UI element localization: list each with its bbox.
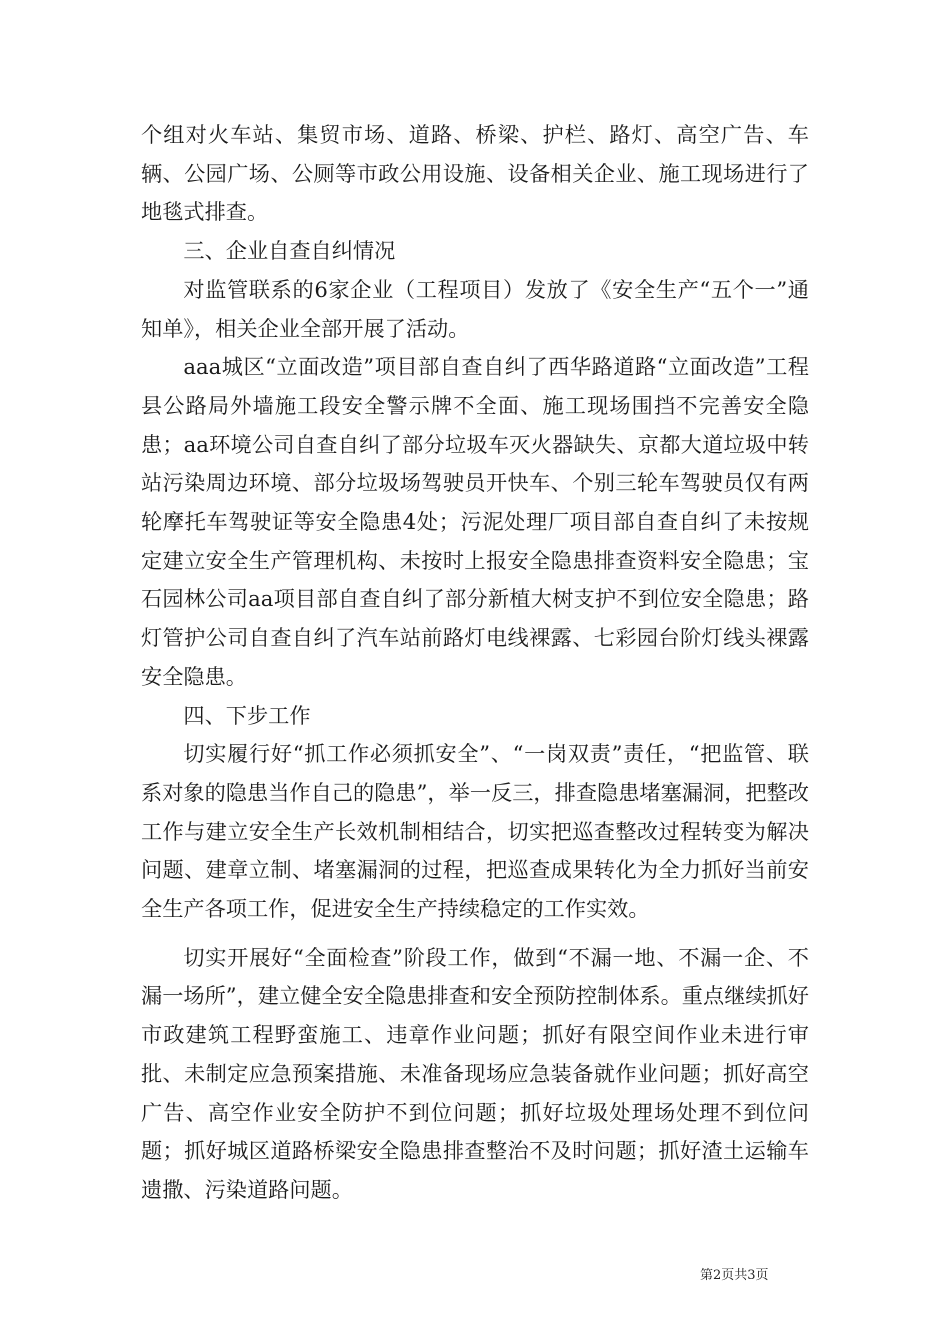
section-heading-next-steps: 四、下步工作 bbox=[183, 702, 311, 728]
paragraph-comprehensive-inspection: 切实开展好“全面检查”阶段工作，做到“不漏一地、不漏一企、不漏一场所”，建立健全安全隐患排查和安全预防控制体系。重点继续抓好市政建筑工程野蛮施工、违章作业问题；抓好有限空间作业未进行审批、未制定应急预案措施、未准备现场应急装备就作业问题；抓好高空广告、高空作业安全防护不到位问题；抓好垃圾处理场处理不到位问题；抓好城区道路桥梁安全隐患排查整治不及时问题；抓好渣土运输车遗撒、污染道路问题。 bbox=[141, 944, 809, 1202]
page-number: 第2页共3页 bbox=[700, 1268, 769, 1283]
document-body bbox=[141, 116, 809, 1210]
paragraph-enterprise-findings: aaa城区“立面改造”项目部自查自纠了西华路道路“立面改造”工程县公路局外墙施工段安全警示牌不全面、施工现场围挡不完善安全隐患；aa环境公司自查自纠了部分垃圾车灭火器缺失、京都大道垃圾中转站污染周边环境、部分垃圾场驾驶员开快车、个别三轮车驾驶员仅有两轮摩托车驾驶证等安全隐患4处；污泥处理厂项目部自查自纠了未按规定建立安全生产管理机构、未按时上报安全隐患排查资料安全隐患；宝石园林公司aa项目部自查自纠了部分新植大树支护不到位安全隐患；路灯管护公司自查自纠了汽车站前路灯电线裸露、七彩园台阶灯线头裸露安全隐患。 bbox=[141, 354, 809, 689]
paragraph-responsibility: 切实履行好“抓工作必须抓安全”、“一岗双责”责任，“把监管、联系对象的隐患当作自己的隐患”，举一反三，排查隐患堵塞漏洞，把整改工作与建立安全生产长效机制相结合，切实把巡查整改过程转变为解决问题、建章立制、堵塞漏洞的过程，把巡查成果转化为全力抓好当前安全生产各项工作，促进安全生产持续稳定的工作实效。 bbox=[141, 741, 809, 922]
paragraph-inspection-summary: 个组对火车站、集贸市场、道路、桥梁、护栏、路灯、高空广告、车辆、公园广场、公厕等市政公用设施、设备相关企业、施工现场进行了地毯式排查。 bbox=[141, 122, 809, 225]
section-heading-self-check: 三、企业自查自纠情况 bbox=[183, 238, 396, 264]
paragraph-notice-distribution: 对监管联系的6家企业（工程项目）发放了《安全生产“五个一”通知单》，相关企业全部开展了活动。 bbox=[141, 276, 809, 341]
